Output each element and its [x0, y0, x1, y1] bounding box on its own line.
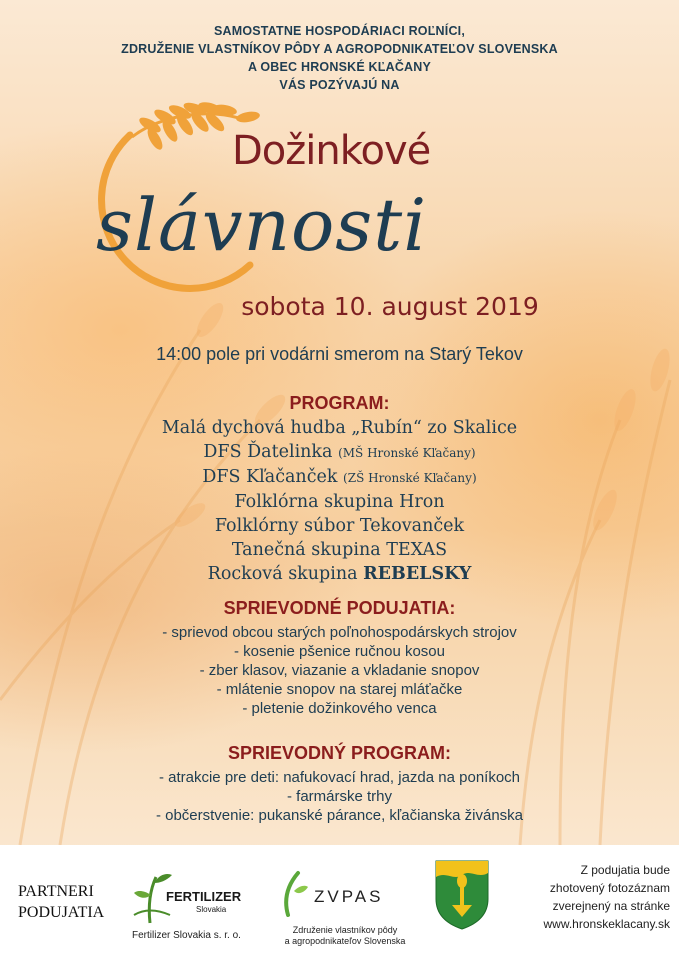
program-item [0, 538, 679, 562]
list-item: - sprievod obcou starých poľnohospodárskych strojov [162, 624, 517, 641]
partners-label-line-2: PODUJATIA [18, 904, 105, 921]
organizers-line-2: ZDRUŽENIE VLASTNÍKOV PÔDY A AGROPODNIKATEĽOV SLOVENSKA [121, 42, 558, 56]
program-item-bold: REBELSKY [363, 564, 472, 584]
partners-footer [0, 845, 679, 960]
accompanying-program-list [0, 768, 679, 825]
zvpas-description-line-2: a agropodnikateľov Slovenska [284, 936, 406, 946]
list-item: - atrakcie pre deti: nafukovací hrad, jazda na poníkoch [158, 769, 521, 786]
program-item-text: Folklórna skupina Hron [234, 492, 445, 512]
zvpas-description [270, 925, 420, 947]
program-item-text: Malá dychová hudba „Rubín“ zo Skalice [161, 418, 518, 438]
program-item [0, 514, 679, 538]
event-date: sobota 10. august 2019 [241, 292, 539, 321]
event-time-place: 14:00 pole pri vodárni smerom na Starý Tekov [156, 344, 523, 364]
fertilizer-brand: FERTILIZER [166, 889, 242, 904]
accompanying-events-section [0, 598, 679, 718]
program-item-text: Tanečná skupina TEXAS [231, 540, 448, 560]
photo-notice-line-1: Z podujatia bude [580, 863, 670, 877]
organizers-line-3: A OBEC HRONSKÉ KĽAČANY [247, 60, 432, 74]
program-list [0, 416, 679, 586]
list-item: - mlátenie snopov na starej mláťačke [216, 681, 463, 698]
photo-notice-line-2: zhotovený fotozáznam [549, 881, 670, 895]
program-title: PROGRAM: [289, 393, 390, 413]
leaf-icon [274, 867, 310, 917]
organizers-header [0, 22, 679, 94]
event-title-line-1: Dožinkové [232, 128, 431, 174]
list-item: - farmárske trhy [286, 788, 392, 805]
program-item-text: Folklórny súbor Tekovanček [214, 516, 465, 536]
program-item [0, 490, 679, 514]
program-section [0, 393, 679, 586]
organizers-line-4: VÁS POZÝVAJÚ NA [279, 78, 400, 92]
partners-label [18, 881, 104, 923]
zvpas-brand: ZVPAS [314, 887, 384, 906]
program-item-text: DFS Ďatelinka [203, 442, 333, 462]
accompanying-program-title: SPRIEVODNÝ PROGRAM: [227, 743, 452, 763]
photo-notice-line-3: zverejnený na stránke [552, 899, 670, 913]
zvpas-description-line-1: Združenie vlastníkov pôdy [292, 925, 398, 935]
accompanying-program-section [0, 743, 679, 825]
program-item [0, 416, 679, 440]
program-item [0, 440, 679, 465]
list-item: - občerstvenie: pukanské párance, kľačianska živánska [155, 807, 524, 824]
program-item [0, 562, 679, 586]
fertilizer-company-name: Fertilizer Slovakia s. r. o. [132, 930, 241, 941]
program-item-note: (MŠ Hronské Kľačany) [338, 446, 476, 460]
program-item-text: DFS Kľačanček [202, 467, 338, 487]
list-item: - zber klasov, viazanie a vkladanie snopov [199, 662, 480, 679]
hronske-klacany-coat-of-arms-icon [434, 859, 490, 931]
list-item: - pletenie dožinkového venca [242, 700, 437, 717]
event-title-line-2: slávnosti [96, 183, 428, 267]
list-item: - kosenie pšenice ručnou kosou [234, 643, 445, 660]
fertilizer-brand-sub: Slovakia [196, 905, 227, 914]
accompanying-events-title: SPRIEVODNÉ PODUJATIA: [223, 598, 456, 618]
accompanying-events-list [0, 623, 679, 718]
organizers-line-1: SAMOSTATNE HOSPODÁRIACI ROĽNÍCI, [213, 24, 466, 38]
partners-label-line-1: PARTNERI [18, 883, 94, 900]
program-item-note: (ZŠ Hronské Kľačany) [343, 471, 477, 485]
website-link[interactable]: www.hronskeklacany.sk [543, 917, 670, 931]
program-item [0, 465, 679, 490]
program-item-text: Rocková skupina [207, 564, 358, 584]
photo-notice [510, 861, 670, 933]
